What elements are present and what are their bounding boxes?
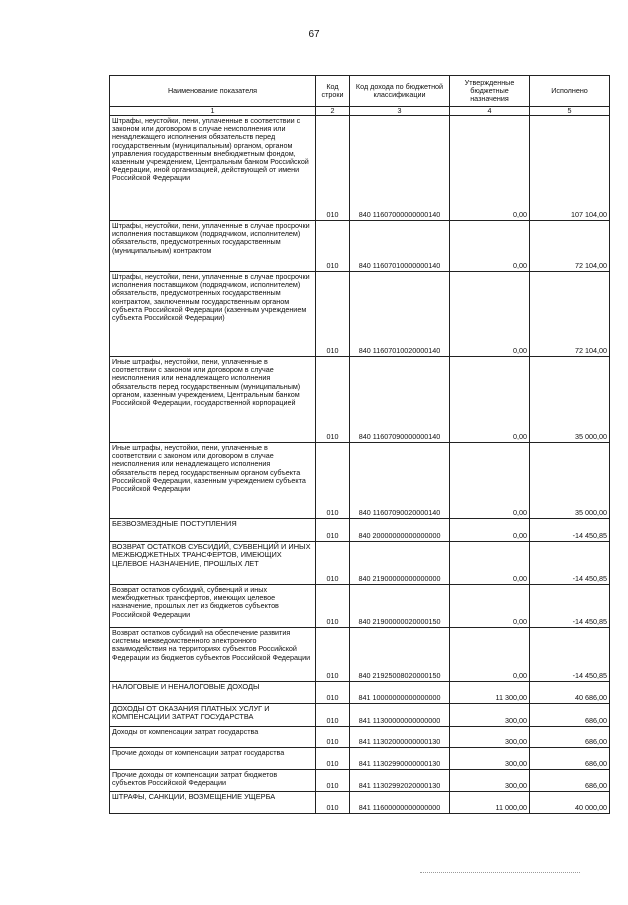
- row-code: 010: [316, 682, 350, 704]
- row-approved-value: 300,00: [450, 748, 530, 770]
- row-indicator-name: Иные штрафы, неустойки, пени, уплаченные в соответствии с законом или договором в случае неисполнения или ненадлежащего исполнения обязательств перед государственным органом субъекта Российской Федерации, казенным учреждением субъекта Российской Федерации: [110, 443, 316, 519]
- row-approved-value: 300,00: [450, 704, 530, 727]
- row-budget-code: 840 21900000020000150: [350, 585, 450, 628]
- table-row: [110, 628, 610, 682]
- row-budget-code: 841 10000000000000000: [350, 682, 450, 704]
- row-indicator-name: Штрафы, неустойки, пени, уплаченные в случае просрочки исполнения поставщиком (подрядчиком, исполнителем) обязательств, предусмотренных государственным контрактом, заключенным государственным органом субъекта Российской Федерации (казенным учреждением субъекта Российской Федерации): [110, 272, 316, 357]
- row-code: 010: [316, 704, 350, 727]
- row-code: 010: [316, 770, 350, 792]
- row-code: 010: [316, 116, 350, 221]
- row-indicator-name: НАЛОГОВЫЕ И НЕНАЛОГОВЫЕ ДОХОДЫ: [110, 682, 316, 704]
- table-row: [110, 585, 610, 628]
- row-approved-value: 300,00: [450, 727, 530, 748]
- table-row: [110, 792, 610, 814]
- row-budget-code: 840 11607000000000140: [350, 116, 450, 221]
- row-executed-value: -14 450,85: [530, 542, 610, 585]
- row-approved-value: 300,00: [450, 770, 530, 792]
- row-approved-value: 0,00: [450, 443, 530, 519]
- row-approved-value: 11 300,00: [450, 682, 530, 704]
- row-executed-value: 107 104,00: [530, 116, 610, 221]
- table-row: [110, 221, 610, 272]
- row-executed-value: 686,00: [530, 727, 610, 748]
- row-approved-value: 11 000,00: [450, 792, 530, 814]
- row-code: 010: [316, 748, 350, 770]
- row-code: 010: [316, 221, 350, 272]
- row-indicator-name: ДОХОДЫ ОТ ОКАЗАНИЯ ПЛАТНЫХ УСЛУГ И КОМПЕНСАЦИИ ЗАТРАТ ГОСУДАРСТВА: [110, 704, 316, 727]
- table-row: [110, 116, 610, 221]
- row-budget-code: 841 11302992020000130: [350, 770, 450, 792]
- table-row: [110, 770, 610, 792]
- page-number: 67: [308, 29, 320, 40]
- table-row: [110, 704, 610, 727]
- row-indicator-name: Возврат остатков субсидий на обеспечение развития системы межведомственного электронного взаимодействия на территориях субъектов Российской Федерации из бюджетов субъектов Российской Федерации: [110, 628, 316, 682]
- header-row-code: Код строки: [316, 76, 350, 107]
- column-number: 2: [316, 107, 350, 116]
- table-row: [110, 748, 610, 770]
- row-budget-code: 840 11607090000000140: [350, 357, 450, 443]
- row-code: 010: [316, 542, 350, 585]
- row-executed-value: 686,00: [530, 748, 610, 770]
- row-executed-value: 72 104,00: [530, 221, 610, 272]
- table-header-row: [110, 76, 610, 107]
- row-indicator-name: ВОЗВРАТ ОСТАТКОВ СУБСИДИЙ, СУБВЕНЦИЙ И ИНЫХ МЕЖБЮДЖЕТНЫХ ТРАНСФЕРТОВ, ИМЕЮЩИХ ЦЕЛЕВОЕ НАЗНАЧЕНИЕ, ПРОШЛЫХ ЛЕТ: [110, 542, 316, 585]
- row-executed-value: 686,00: [530, 704, 610, 727]
- row-budget-code: 840 21900000000000000: [350, 542, 450, 585]
- table-row: [110, 357, 610, 443]
- row-approved-value: 0,00: [450, 221, 530, 272]
- row-code: 010: [316, 357, 350, 443]
- table-row: [110, 443, 610, 519]
- row-budget-code: 841 11600000000000000: [350, 792, 450, 814]
- row-executed-value: 40 000,00: [530, 792, 610, 814]
- row-executed-value: -14 450,85: [530, 585, 610, 628]
- row-approved-value: 0,00: [450, 585, 530, 628]
- row-executed-value: -14 450,85: [530, 519, 610, 542]
- row-executed-value: -14 450,85: [530, 628, 610, 682]
- row-code: 010: [316, 443, 350, 519]
- row-executed-value: 686,00: [530, 770, 610, 792]
- table-row: [110, 727, 610, 748]
- row-budget-code: 840 21925008020000150: [350, 628, 450, 682]
- row-code: 010: [316, 628, 350, 682]
- row-executed-value: 40 686,00: [530, 682, 610, 704]
- row-executed-value: 72 104,00: [530, 272, 610, 357]
- row-code: 010: [316, 585, 350, 628]
- row-budget-code: 840 11607010020000140: [350, 272, 450, 357]
- row-approved-value: 0,00: [450, 272, 530, 357]
- row-indicator-name: Прочие доходы от компенсации затрат государства: [110, 748, 316, 770]
- row-indicator-name: Доходы от компенсации затрат государства: [110, 727, 316, 748]
- table-row: [110, 682, 610, 704]
- row-budget-code: 840 20000000000000000: [350, 519, 450, 542]
- row-indicator-name: Штрафы, неустойки, пени, уплаченные в соответствии с законом или договором в случае неисполнения или ненадлежащего исполнения обязательств перед государственным (муниципальным) органом, органом управления государственным внебюджетным фондом, казенным учреждением, Центральным банком Российской Федерации, иной организацией, действующей от имени Российской Федерации: [110, 116, 316, 221]
- row-indicator-name: БЕЗВОЗМЕЗДНЫЕ ПОСТУПЛЕНИЯ: [110, 519, 316, 542]
- table-row: [110, 519, 610, 542]
- column-number: 1: [110, 107, 316, 116]
- row-code: 010: [316, 519, 350, 542]
- row-approved-value: 0,00: [450, 116, 530, 221]
- row-indicator-name: Возврат остатков субсидий, субвенций и иных межбюджетных трансфертов, имеющих целевое назначение, прошлых лет из бюджетов субъектов Российской Федерации: [110, 585, 316, 628]
- budget-execution-table: [109, 75, 610, 814]
- row-budget-code: 840 11607010000000140: [350, 221, 450, 272]
- row-approved-value: 0,00: [450, 357, 530, 443]
- row-executed-value: 35 000,00: [530, 357, 610, 443]
- row-code: 010: [316, 727, 350, 748]
- scan-artifact-line: [420, 872, 580, 874]
- table-row: [110, 542, 610, 585]
- row-indicator-name: Штрафы, неустойки, пени, уплаченные в случае просрочки исполнения поставщиком (подрядчиком, исполнителем) обязательств, предусмотренных государственным (муниципальным) контрактом: [110, 221, 316, 272]
- row-approved-value: 0,00: [450, 542, 530, 585]
- row-code: 010: [316, 272, 350, 357]
- row-executed-value: 35 000,00: [530, 443, 610, 519]
- column-number: 3: [350, 107, 450, 116]
- row-budget-code: 841 11300000000000000: [350, 704, 450, 727]
- header-executed: Исполнено: [530, 76, 610, 107]
- row-budget-code: 841 11302000000000130: [350, 727, 450, 748]
- header-indicator-name: Наименование показателя: [110, 76, 316, 107]
- column-number-row: [110, 107, 610, 116]
- row-indicator-name: Прочие доходы от компенсации затрат бюджетов субъектов Российской Федерации: [110, 770, 316, 792]
- row-budget-code: 841 11302990000000130: [350, 748, 450, 770]
- header-budget-classification-code: Код дохода по бюджетной классификации: [350, 76, 450, 107]
- header-approved-appropriations: Утвержденные бюджетные назначения: [450, 76, 530, 107]
- column-number: 5: [530, 107, 610, 116]
- row-indicator-name: Иные штрафы, неустойки, пени, уплаченные в соответствии с законом или договором в случае неисполнения или ненадлежащего исполнения обязательств перед государственным (муниципальным) органом, казенным учреждением, Центральным банком Российской Федерации, государственной корпорацией: [110, 357, 316, 443]
- column-number: 4: [450, 107, 530, 116]
- row-approved-value: 0,00: [450, 519, 530, 542]
- row-indicator-name: ШТРАФЫ, САНКЦИИ, ВОЗМЕЩЕНИЕ УЩЕРБА: [110, 792, 316, 814]
- row-code: 010: [316, 792, 350, 814]
- row-budget-code: 840 11607090020000140: [350, 443, 450, 519]
- table-row: [110, 272, 610, 357]
- row-approved-value: 0,00: [450, 628, 530, 682]
